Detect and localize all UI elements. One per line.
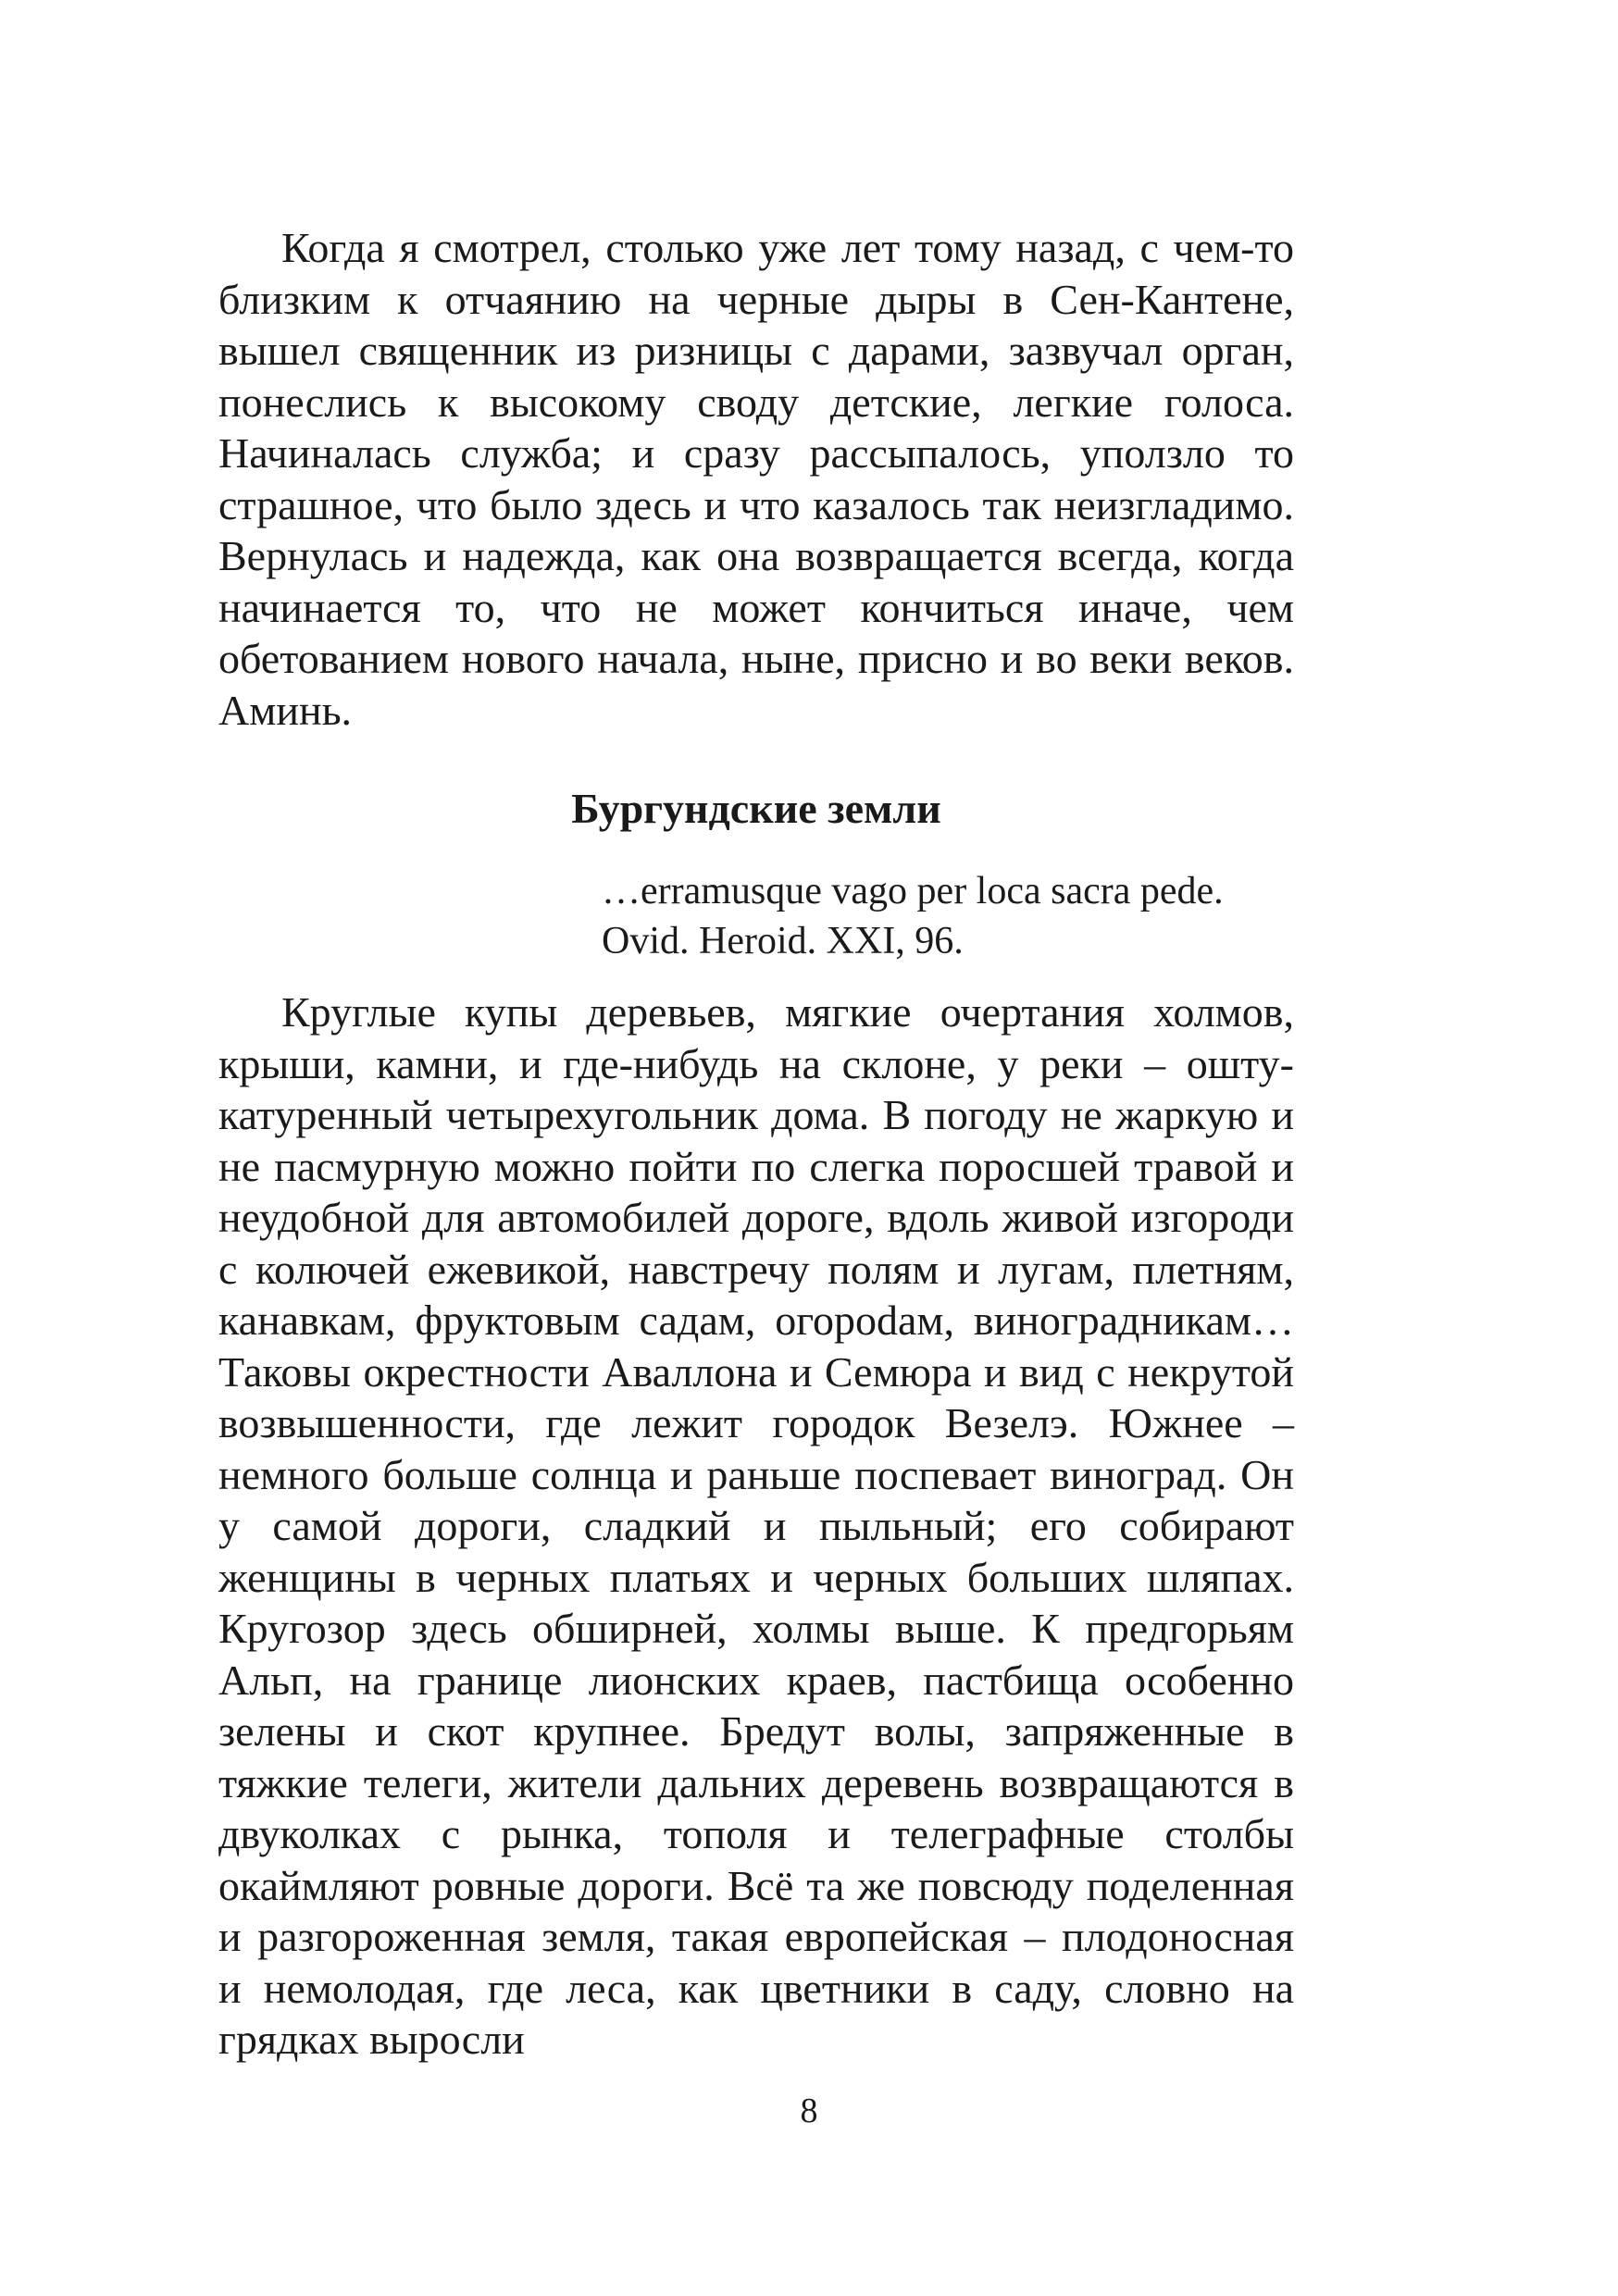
text-block-1 xyxy=(218,222,1294,736)
section-title: Бургундские земли xyxy=(571,785,941,832)
epigraph xyxy=(602,866,1268,966)
epigraph-source: Ovid. Heroid. XXI, 96. xyxy=(602,920,964,962)
page-number: 8 xyxy=(800,2091,818,2130)
epigraph-quote: …erramusque vago per loca sacra pede. xyxy=(602,870,1224,912)
body-paragraph: Круглые купы деревьев, мягкие очертания холмов, крыши, камни, и где-нибудь на склоне, у реки – оштукатуренный четырехугольник дома. В погоду не жаркую и не пасмурную можно пойти по слегка поросшей травой и неудобной для автомобилей дороге, вдоль живой изгороди с колючей ежевикой, навстречу полям и лугам, плетням, канавкам, фруктовым садам, огороdам, виноградникам… Таковы окрестности Аваллона и Семюра и вид с некрутой возвышенности, где лежит городок Везелэ. Южнее – немного больше солнца и раньше поспевает виноград. Он у самой дороги, сладкий и пыльный; его собирают женщины в черных платьях и черных больших шляпах. Кругозор здесь обширней, холмы выше. К предгорьям Альп, на границе лионских краев, пастбища особенно зелены и скот крупнее. Бредут волы, запряженные в тяжкие телеги, жители дальних деревень возвращаются в двуколках с рынка, тополя и телеграфные столбы окаймляют ровные дороги. Всё та же повсюду поделенная и разгороженная земля, такая европейская – плодоносная и немолодая, где леса, как цветники в саду, словно на грядках выросли xyxy=(218,988,1294,2063)
body-paragraph: Когда я смотрел, столько уже лет тому назад, с чем-то близким к отчаянию на черные дыры в Сен-Кантене, вышел священник из ризницы с дарами, зазвучал орган, понеслись к высокому своду детские, легкие голоса. Начиналась служба; и сразу рассыпалось, уползло то страшное, что было здесь и что казалось так неизгладимо. Вернулась и надежда, как она возвращается всегда, когда начинается то, что не может кончиться иначе, чем обетованием нового начала, ныне, присно и во веки веков. Аминь. xyxy=(218,224,1294,734)
text-block-2 xyxy=(218,987,1294,2066)
